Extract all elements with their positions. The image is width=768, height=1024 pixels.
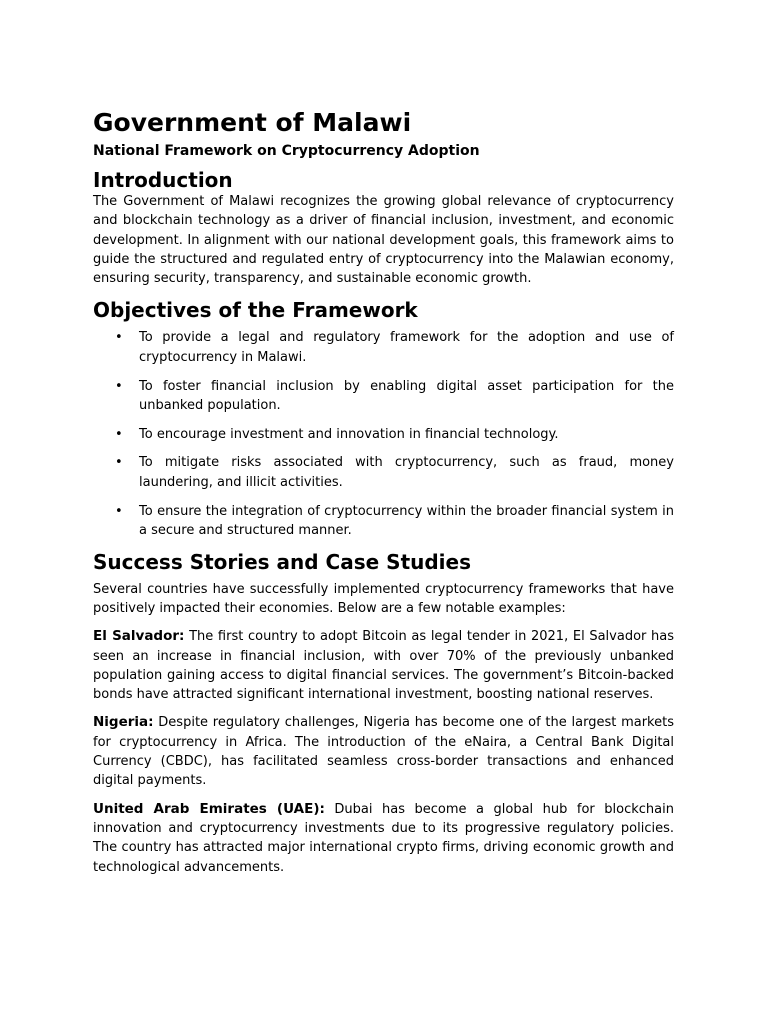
case-study-text: The first country to adopt Bitcoin as legal tender in 2021, El Salvador has seen an increase in financial inclusion, with over 70% of the previously unbanked population gaining access to digital financial services. The government’s Bitcoin-backed bonds have attracted significant international investment, boosting national reserves.	[93, 629, 674, 703]
document-page	[93, 108, 674, 877]
objective-text: To encourage investment and innovation in financial technology.	[139, 426, 559, 442]
case-study-nigeria	[93, 713, 674, 790]
document-subtitle: National Framework on Cryptocurrency Adoption	[93, 143, 480, 159]
objective-text: To foster financial inclusion by enabling digital asset participation for the unbanked population.	[139, 378, 674, 413]
bullet-icon: •	[115, 426, 123, 442]
objective-item	[93, 425, 674, 444]
introduction-heading: Introduction	[93, 168, 233, 192]
objective-item	[93, 453, 674, 492]
success-stories-heading: Success Stories and Case Studies	[93, 549, 472, 574]
bullet-icon: •	[115, 330, 123, 346]
case-study-text: Despite regulatory challenges, Nigeria has become one of the largest markets for cryptocurrency in Africa. The introduction of the eNaira, a Central Bank Digital Currency (CBDC), has facilitated seamless cross-border transactions and enhanced digital payments.	[93, 715, 674, 789]
case-study-uae	[93, 800, 674, 877]
objective-text: To provide a legal and regulatory framework for the adoption and use of cryptocurrency in Malawi.	[139, 330, 674, 365]
objectives-heading: Objectives of the Framework	[93, 298, 418, 323]
case-study-country-label: Nigeria:	[93, 714, 154, 731]
objective-item	[93, 502, 674, 541]
bullet-icon: •	[115, 503, 123, 519]
case-study-country-label: El Salvador:	[93, 628, 185, 645]
objective-text: To ensure the integration of cryptocurrency within the broader financial system in a secure and structured manner.	[139, 503, 674, 538]
introduction-paragraph: The Government of Malawi recognizes the growing global relevance of cryptocurrency and blockchain technology as a driver of financial inclusion, investment, and economic development. In alignment with our national development goals, this framework aims to guide the structured and regulated entry of cryptocurrency into the Malawian economy, ensuring security, transparency, and sustainable economic growth.	[93, 194, 674, 287]
objective-item	[93, 377, 674, 416]
objectives-list	[93, 328, 674, 540]
success-intro-paragraph: Several countries have successfully implemented cryptocurrency frameworks that have positively impacted their economies. Below are a few notable examples:	[93, 581, 674, 616]
bullet-icon: •	[115, 378, 123, 394]
bullet-icon: •	[115, 455, 123, 471]
case-study-el-salvador	[93, 627, 674, 704]
objective-item	[93, 328, 674, 367]
case-study-country-label: United Arab Emirates (UAE):	[93, 800, 325, 817]
case-study-text: Dubai has become a global hub for blockchain innovation and cryptocurrency investments due to its progressive regulatory policies. The country has attracted major international crypto firms, driving economic growth and technological advancements.	[93, 801, 674, 875]
objective-text: To mitigate risks associated with cryptocurrency, such as fraud, money laundering, and illicit activities.	[139, 455, 674, 490]
document-title: Government of Malawi	[93, 108, 412, 137]
